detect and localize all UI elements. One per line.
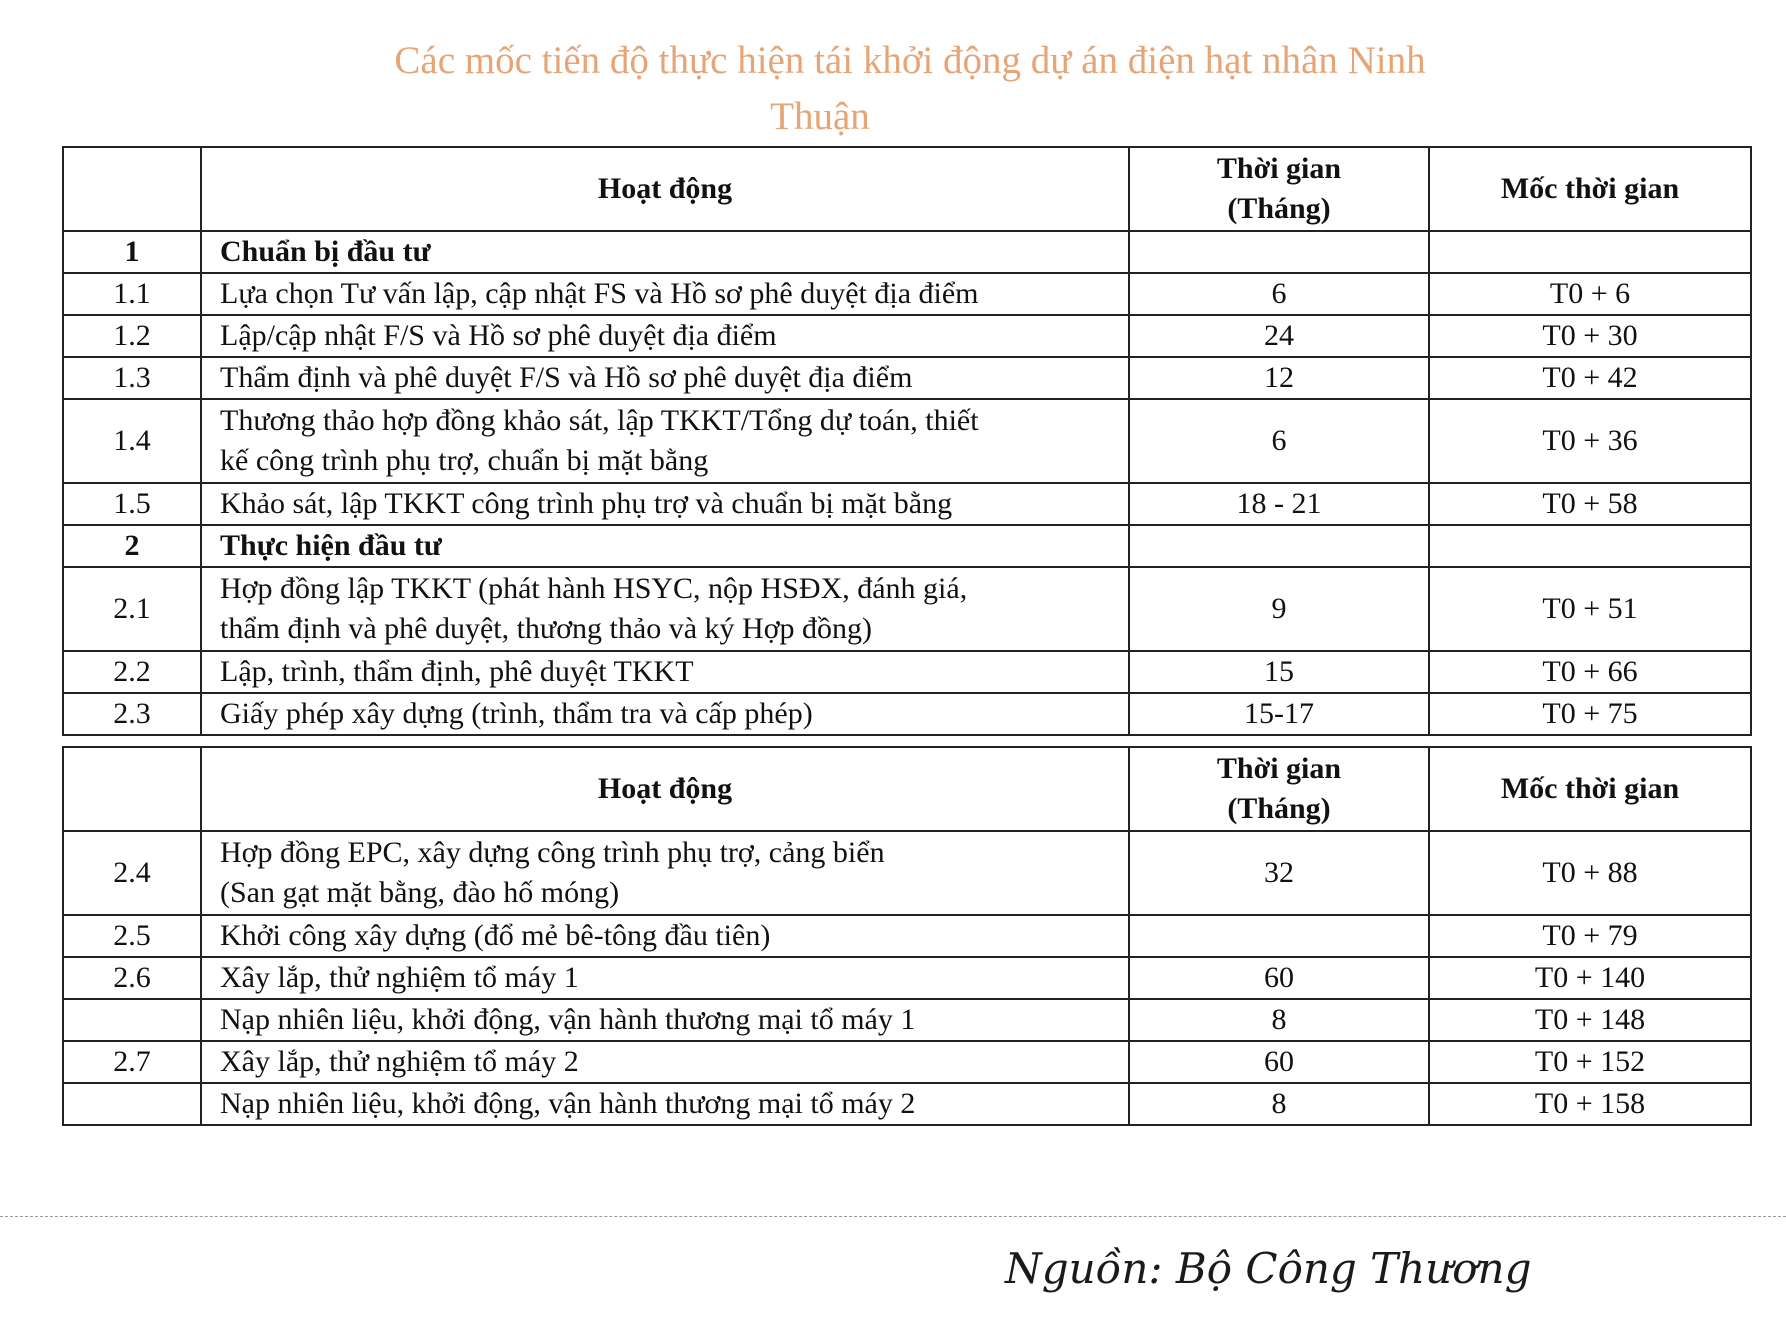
- row-activity: Nạp nhiên liệu, khởi động, vận hành thương mại tổ máy 2: [201, 1083, 1129, 1125]
- table-row: [63, 567, 1751, 651]
- table-row: [63, 315, 1751, 357]
- row-activity-line1: Hợp đồng EPC, xây dựng công trình phụ trợ, cảng biển: [220, 836, 885, 869]
- row-activity: Lựa chọn Tư vấn lập, cập nhật FS và Hồ sơ phê duyệt địa điểm: [201, 273, 1129, 315]
- row-number: 1.5: [63, 483, 201, 525]
- row-duration: 8: [1129, 999, 1429, 1041]
- row-number: 1: [63, 231, 201, 273]
- page-title-continuation: Thuận: [770, 95, 870, 138]
- row-activity: [201, 831, 1129, 915]
- row-duration: 15: [1129, 651, 1429, 693]
- schedule-table-part-2: [62, 746, 1752, 1126]
- row-activity: Xây lắp, thử nghiệm tổ máy 1: [201, 957, 1129, 999]
- row-duration: 8: [1129, 1083, 1429, 1125]
- row-activity-line2: thẩm định và phê duyệt, thương thảo và ký Hợp đồng): [220, 612, 873, 645]
- header-duration-line2: (Tháng): [1227, 192, 1331, 225]
- row-activity: Xây lắp, thử nghiệm tổ máy 2: [201, 1041, 1129, 1083]
- row-milestone: T0 + 42: [1429, 357, 1751, 399]
- row-milestone: T0 + 88: [1429, 831, 1751, 915]
- row-duration: 18 - 21: [1129, 483, 1429, 525]
- header-duration: [1129, 747, 1429, 831]
- table-row: [63, 915, 1751, 957]
- table-row: [63, 693, 1751, 735]
- table-header-row: [63, 747, 1751, 831]
- table-row-section: [63, 525, 1751, 567]
- table-row: [63, 273, 1751, 315]
- row-duration: [1129, 231, 1429, 273]
- row-milestone: T0 + 30: [1429, 315, 1751, 357]
- header-milestone: Mốc thời gian: [1429, 147, 1751, 231]
- row-activity: Khởi công xây dựng (đổ mẻ bê-tông đầu tiên): [201, 915, 1129, 957]
- row-activity: Giấy phép xây dựng (trình, thẩm tra và cấp phép): [201, 693, 1129, 735]
- row-number: 2.5: [63, 915, 201, 957]
- header-number: [63, 747, 201, 831]
- row-duration: 32: [1129, 831, 1429, 915]
- table-row: [63, 357, 1751, 399]
- row-number: [63, 999, 201, 1041]
- row-duration: 60: [1129, 957, 1429, 999]
- row-milestone: T0 + 36: [1429, 399, 1751, 483]
- row-milestone: [1429, 525, 1751, 567]
- row-activity-line2: (San gạt mặt bằng, đào hố móng): [220, 876, 620, 909]
- row-milestone: T0 + 148: [1429, 999, 1751, 1041]
- row-activity: Lập/cập nhật F/S và Hồ sơ phê duyệt địa điểm: [201, 315, 1129, 357]
- row-activity-line1: Thương thảo hợp đồng khảo sát, lập TKKT/Tổng dự toán, thiết: [220, 404, 979, 437]
- row-duration: [1129, 915, 1429, 957]
- table-header-row: [63, 147, 1751, 231]
- source-caption: Nguồn: Bộ Công Thương: [1005, 1244, 1532, 1293]
- table-row: [63, 957, 1751, 999]
- row-milestone: T0 + 58: [1429, 483, 1751, 525]
- row-number: 2.4: [63, 831, 201, 915]
- page-title: Các mốc tiến độ thực hiện tái khởi động dự án điện hạt nhân Ninh: [394, 39, 1426, 82]
- source-divider: [0, 1216, 1786, 1217]
- table-row: [63, 1041, 1751, 1083]
- row-activity-line1: Hợp đồng lập TKKT (phát hành HSYC, nộp HSĐX, đánh giá,: [220, 572, 968, 605]
- row-number: 1.4: [63, 399, 201, 483]
- row-duration: 9: [1129, 567, 1429, 651]
- table-row: [63, 831, 1751, 915]
- row-milestone: T0 + 66: [1429, 651, 1751, 693]
- row-duration: 12: [1129, 357, 1429, 399]
- row-number: 1.3: [63, 357, 201, 399]
- row-activity: Thẩm định và phê duyệt F/S và Hồ sơ phê duyệt địa điểm: [201, 357, 1129, 399]
- row-number: 1.2: [63, 315, 201, 357]
- table-row: [63, 483, 1751, 525]
- row-duration: 6: [1129, 273, 1429, 315]
- schedule-table-part-1: [62, 146, 1752, 736]
- row-duration: 60: [1129, 1041, 1429, 1083]
- row-activity: [201, 567, 1129, 651]
- row-number: 2.7: [63, 1041, 201, 1083]
- table-row: [63, 399, 1751, 483]
- row-activity: Khảo sát, lập TKKT công trình phụ trợ và chuẩn bị mặt bằng: [201, 483, 1129, 525]
- row-activity-line2: kế công trình phụ trợ, chuẩn bị mặt bằng: [220, 444, 709, 477]
- row-activity: Chuẩn bị đầu tư: [201, 231, 1129, 273]
- row-milestone: T0 + 158: [1429, 1083, 1751, 1125]
- header-duration-line2: (Tháng): [1227, 792, 1331, 825]
- row-duration: 15-17: [1129, 693, 1429, 735]
- header-duration-line1: Thời gian: [1216, 152, 1342, 185]
- row-number: 2.6: [63, 957, 201, 999]
- table-row: [63, 651, 1751, 693]
- row-milestone: T0 + 140: [1429, 957, 1751, 999]
- row-activity: Lập, trình, thẩm định, phê duyệt TKKT: [201, 651, 1129, 693]
- row-activity: Nạp nhiên liệu, khởi động, vận hành thương mại tổ máy 1: [201, 999, 1129, 1041]
- row-milestone: T0 + 152: [1429, 1041, 1751, 1083]
- header-duration-line1: Thời gian: [1216, 752, 1342, 785]
- row-duration: 6: [1129, 399, 1429, 483]
- row-activity: [201, 399, 1129, 483]
- table-row-section: [63, 231, 1751, 273]
- header-activity: Hoạt động: [201, 147, 1129, 231]
- row-number: [63, 1083, 201, 1125]
- row-duration: 24: [1129, 315, 1429, 357]
- row-number: 2: [63, 525, 201, 567]
- header-milestone: Mốc thời gian: [1429, 747, 1751, 831]
- table-row: [63, 999, 1751, 1041]
- header-number: [63, 147, 201, 231]
- row-number: 2.3: [63, 693, 201, 735]
- row-milestone: T0 + 79: [1429, 915, 1751, 957]
- row-milestone: [1429, 231, 1751, 273]
- row-activity: Thực hiện đầu tư: [201, 525, 1129, 567]
- header-duration: [1129, 147, 1429, 231]
- row-duration: [1129, 525, 1429, 567]
- table-row: [63, 1083, 1751, 1125]
- row-milestone: T0 + 51: [1429, 567, 1751, 651]
- row-milestone: T0 + 6: [1429, 273, 1751, 315]
- row-milestone: T0 + 75: [1429, 693, 1751, 735]
- row-number: 2.2: [63, 651, 201, 693]
- row-number: 1.1: [63, 273, 201, 315]
- header-activity: Hoạt động: [201, 747, 1129, 831]
- row-number: 2.1: [63, 567, 201, 651]
